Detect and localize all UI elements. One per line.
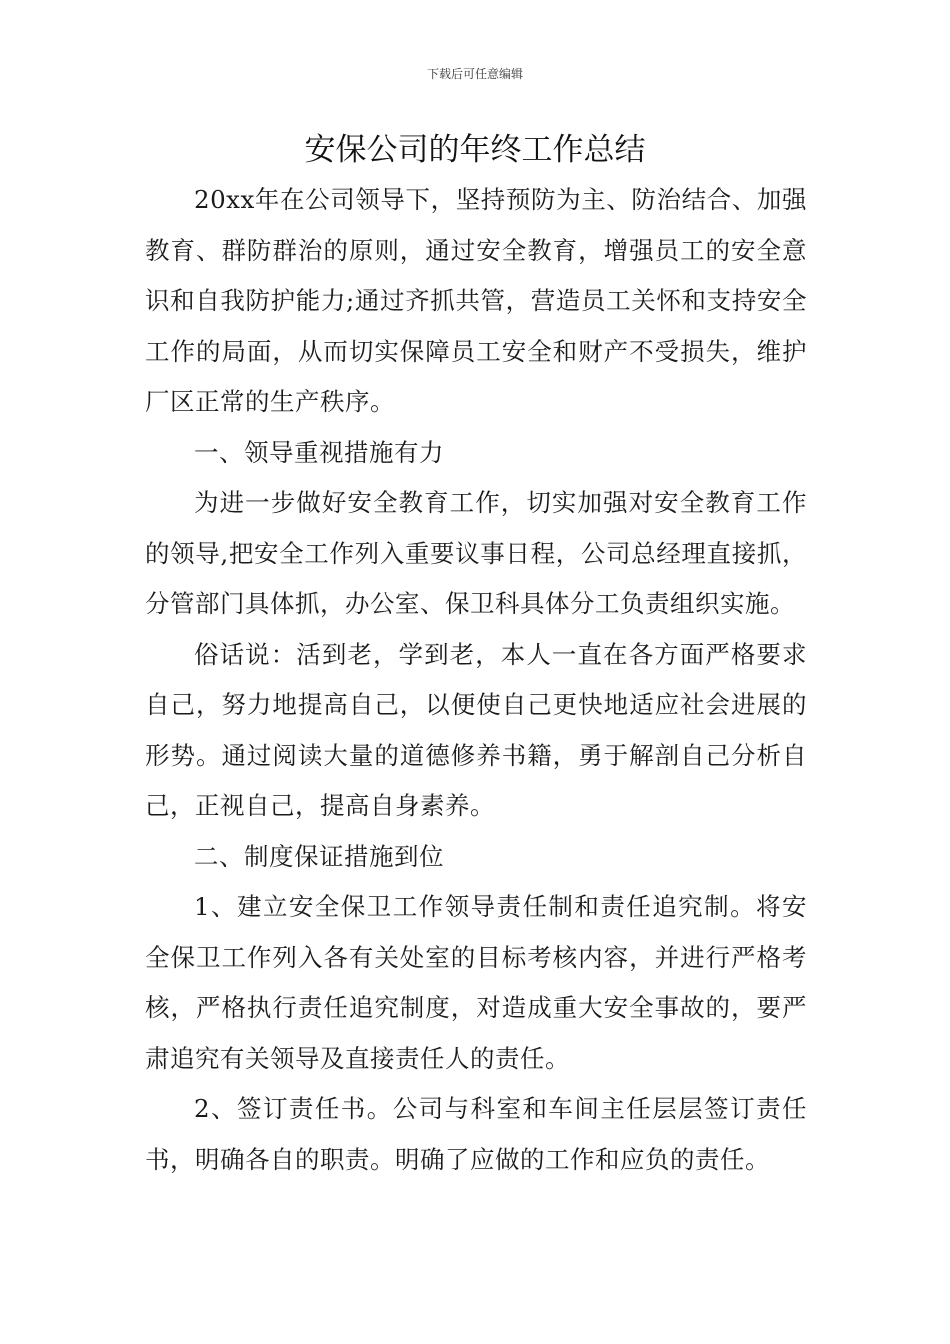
download-note: 下载后可任意编辑 — [426, 67, 523, 81]
section-heading-1: 一、领导重视措施有力 — [194, 437, 444, 467]
document-title: 安保公司的年终工作总结 — [304, 132, 646, 168]
document-body — [145, 175, 807, 1185]
paragraph-responsibility-system: 1、建立安全保卫工作领导责任制和责任追究制。将安全保卫工作列入各有关处室的目标考核内容，并进行严格考核，严格执行责任追究制度，对造成重大安全事故的，要严肃追究有关领导及直接责任人的责任。 — [145, 892, 807, 1073]
paragraph-leadership: 为进一步做好安全教育工作，切实加强对安全教育工作的领导,把安全工作列入重要议事日程，公司总经理直接抓，分管部门具体抓，办公室、保卫科具体分工负责组织实施。 — [145, 488, 807, 618]
paragraph-intro: 20xx年在公司领导下，坚持预防为主、防治结合、加强教育、群防群治的原则，通过安全教育，增强员工的安全意识和自我防护能力;通过齐抓共管，营造员工关怀和支持安全工作的局面，从而切实保障员工安全和财产不受损失，维护厂区正常的生产秩序。 — [145, 185, 807, 416]
paragraph-responsibility-letter: 2、签订责任书。公司与科室和车间主任层层签订责任书，明确各自的职责。明确了应做的工作和应负的责任。 — [145, 1094, 807, 1174]
paragraph-self-improvement: 俗话说：活到老，学到老，本人一直在各方面严格要求自己，努力地提高自己，以便使自己更快地适应社会进展的形势。通过阅读大量的道德修养书籍，勇于解剖自己分析自己，正视自己，提高自身素养。 — [145, 639, 807, 820]
section-heading-2: 二、制度保证措施到位 — [194, 841, 444, 871]
